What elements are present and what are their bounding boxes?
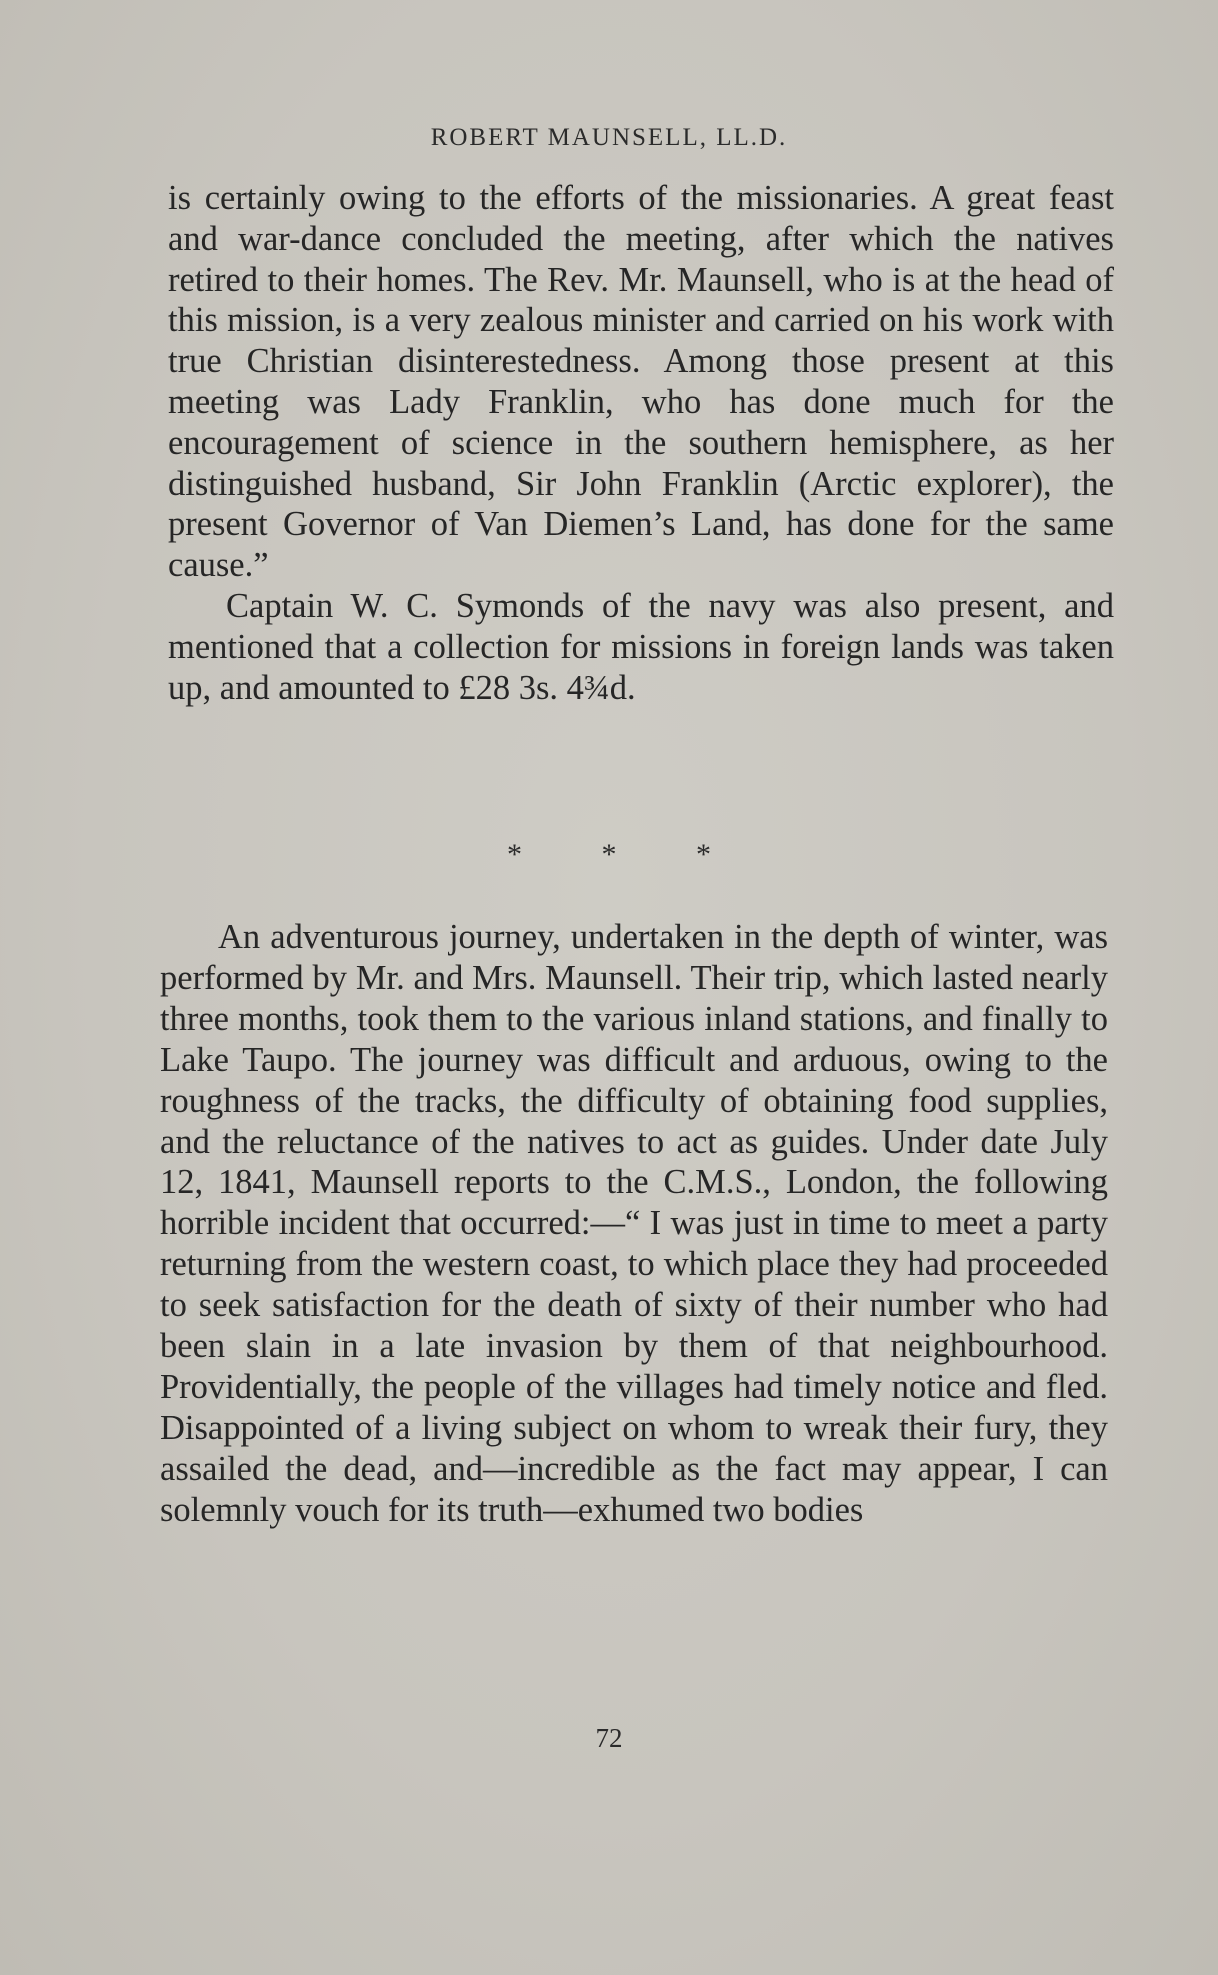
paragraph-continued-quote: is certainly owing to the efforts of the missionaries. A great feast and war-dance concluded the meeting, after which the natives retired to their homes. The Rev. Mr. Maunsell, who is at the head of this mission, is a very zealous minister and carried on his work with true Christian disinterestedness. Among those present at this meeting was Lady Franklin, who has done much for the encouragement of science in the southern hemisphere, as her distinguished husband, Sir John Franklin (Arctic explorer), the present Governor of Van Diemen’s Land, has done for the same cause.” <box>168 179 1114 585</box>
section-separator <box>0 838 1218 872</box>
running-head: ROBERT MAUNSELL, LL.D. <box>430 124 788 151</box>
separator-star: * <box>696 838 711 871</box>
separator-star: * <box>601 838 617 871</box>
paragraph-symonds: Captain W. C. Symonds of the navy was also present, and mentioned that a collection for missions in foreign lands was taken up, and amounted to £28 3s. 4¾d. <box>168 586 1114 707</box>
separator-star: * <box>507 838 522 871</box>
paragraph-journey: An adventurous journey, undertaken in the depth of winter, was performed by Mr. and Mrs. Maunsell. Their trip, which lasted nearly three months, took them to the various inland stations, and finally to Lake Taupo. The journey was difficult and arduous, owing to the roughness of the tracks, the difficulty of obtaining food supplies, and the reluctance of the natives to act as guides. Under date July 12, 1841, Maunsell reports to the C.M.S., London, the following horrible incident that occurred:—“ I was just in time to meet a party returning from the western coast, to which place they had proceeded to seek satisfaction for the death of sixty of their number who had been slain in a late invasion by them of that neighbourhood. Providentially, the people of the villages had timely notice and fled. Disappointed of a living subject on whom to wreak their fury, they assailed the dead, and—incredible as the fact may appear, I can solemnly vouch for its truth—exhumed two bodies <box>160 918 1108 1529</box>
text-block-bottom <box>160 917 1108 1531</box>
text-block-top <box>168 178 1114 708</box>
page-number: 72 <box>595 1723 623 1753</box>
